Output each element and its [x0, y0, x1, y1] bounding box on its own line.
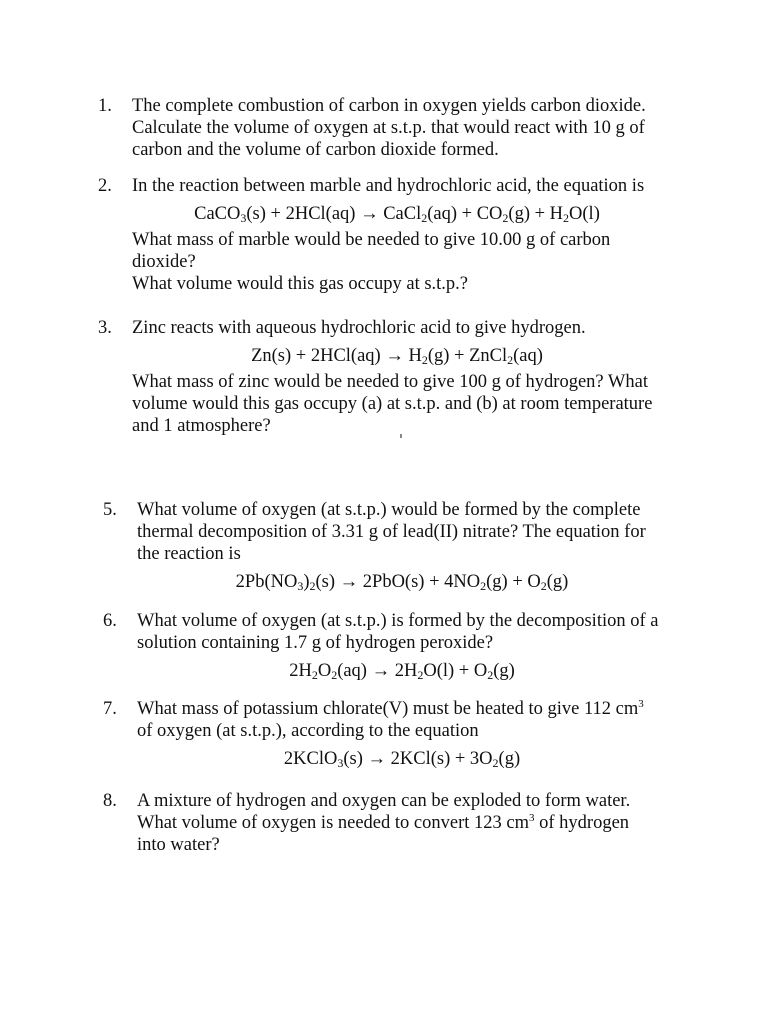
question-text-line: dioxide?	[132, 252, 196, 272]
question-text-line: Calculate the volume of oxygen at s.t.p. that would react with 10 g of	[132, 118, 645, 138]
question-text-line: and 1 atmosphere?	[132, 416, 271, 436]
question-intro: Zinc reacts with aqueous hydrochloric acid to give hydrogen.	[132, 318, 586, 338]
question-body	[137, 610, 667, 686]
question-text-line: of oxygen (at s.t.p.), according to the equation	[137, 721, 479, 741]
question-number: 8.	[103, 791, 117, 811]
question-text-line: What volume would this gas occupy at s.t.p.?	[132, 274, 469, 294]
question-body	[132, 175, 662, 295]
question-text-line: What mass of potassium chlorate(V) must be heated to give 112 $cm^3$	[137, 698, 644, 719]
question-text-line: thermal decomposition of 3.31 g of lead(II) nitrate? The equation for	[137, 522, 646, 542]
question-text-line: What volume of oxygen (at s.t.p.) is formed by the decomposition of a	[137, 611, 659, 631]
chemical-equation: CaCO$_3$(s) + 2HCl(aq) → CaCl$_2$(aq) + $CO_2(g) + H_2O(l)$	[194, 204, 600, 225]
question-text-line: the reaction is	[137, 544, 241, 564]
question-number: 6.	[103, 611, 117, 631]
question-text-line: into water?	[137, 835, 220, 855]
question-text-line: What mass of zinc would be needed to give 100 g of hydrogen? What	[132, 372, 648, 392]
question-6	[103, 610, 703, 690]
question-number: 5.	[103, 500, 117, 520]
chemical-equation: 2KClO$_3$(s) → $2KCl(s) + 3O_2(g)$	[283, 749, 521, 770]
question-text-line: What volume of oxygen is needed to convert 123 $cm^3$ of hydrogen	[137, 812, 630, 833]
question-text-line: What volume of oxygen (at s.t.p.) would be formed by the complete	[137, 500, 641, 520]
question-5	[103, 499, 703, 609]
question-7	[103, 698, 703, 778]
question-text-line: carbon and the volume of carbon dioxide formed.	[132, 140, 499, 160]
question-2	[98, 175, 698, 305]
question-body	[132, 95, 646, 161]
chemical-equation: $2Pb(NO_3)_2(s) \to 2PbO(s) + 4NO_2(g) + O_2(g)$	[235, 572, 569, 593]
question-1	[98, 95, 698, 165]
question-text-line: A mixture of hydrogen and oxygen can be exploded to form water.	[137, 791, 631, 811]
question-text-line: What mass of marble would be needed to give 10.00 g of carbon	[132, 230, 611, 250]
question-intro: In the reaction between marble and hydrochloric acid, the equation is	[132, 176, 645, 196]
question-body	[132, 317, 662, 437]
question-text-line: volume would this gas occupy (a) at s.t.p. and (b) at room temperature	[132, 394, 653, 414]
question-number: 3.	[98, 318, 112, 338]
question-body	[137, 698, 667, 774]
question-text-line: solution containing 1.7 g of hydrogen peroxide?	[137, 633, 494, 653]
question-number: 1.	[98, 96, 112, 116]
question-body	[137, 499, 667, 597]
chemical-equation: $Zn(s) + 2HCl(aq) \to H_2(g)$ + ZnCl$_2$(aq)	[251, 346, 543, 367]
question-8	[103, 790, 703, 860]
chemical-equation: $2H_2O_2(aq) \to 2H_2O(l) + O_2(g)$	[289, 661, 515, 682]
stray-mark	[400, 434, 402, 438]
question-number: 2.	[98, 176, 112, 196]
question-text-line: The complete combustion of carbon in oxygen yields carbon dioxide.	[132, 96, 646, 116]
question-3	[98, 317, 698, 447]
question-number: 7.	[103, 699, 117, 719]
question-body	[137, 790, 630, 856]
